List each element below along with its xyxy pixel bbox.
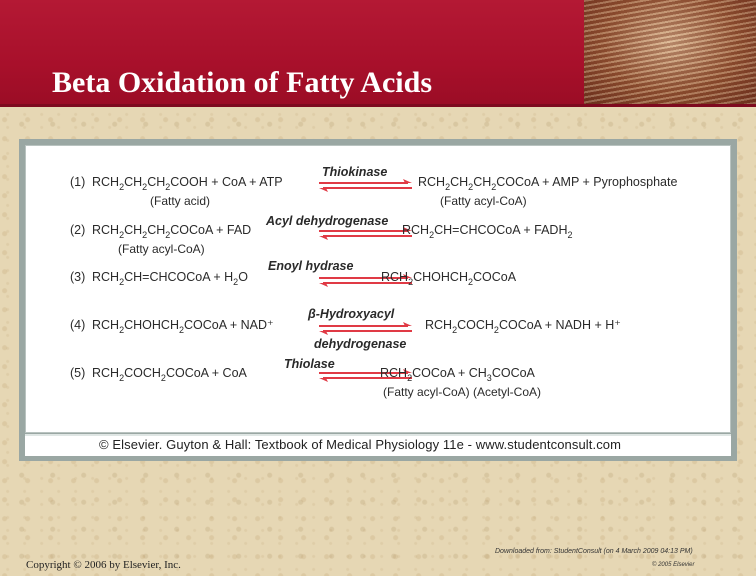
product-note: (Fatty acyl-CoA) (Acetyl-CoA) xyxy=(383,385,542,399)
reaction-figure xyxy=(19,139,737,461)
reaction-product: $RCH_2CH_2CH_2COCoA$ + AMP + Pyrophosphate xyxy=(418,175,678,192)
reaction-product: $RCH_2CHOHCH_2COCoA$ xyxy=(381,270,517,287)
enzyme-label: β-Hydroxyacyl xyxy=(308,307,395,321)
reversible-arrow xyxy=(319,322,412,335)
reversible-arrow xyxy=(319,179,412,192)
reversible-arrow xyxy=(319,227,412,240)
enzyme-label: Thiokinase xyxy=(322,165,388,179)
reaction-number: (3) xyxy=(70,270,86,284)
reaction-substrate: $RCH_2COCH_2COCoA$ + CoA xyxy=(92,366,247,383)
slide-title: Beta Oxidation of Fatty Acids xyxy=(52,66,432,99)
enzyme-label: Enoyl hydrase xyxy=(268,259,354,273)
reaction-substrate: $RCH_2CH_2CH_2COCoA$ + FAD xyxy=(92,223,252,240)
reaction-number: (4) xyxy=(70,318,86,332)
enzyme-label-line2: dehydrogenase xyxy=(314,337,407,351)
substrate-note: (Fatty acyl-CoA) xyxy=(118,242,205,256)
reaction-diagram xyxy=(26,146,730,432)
reaction-number: (5) xyxy=(70,366,86,380)
reaction-product: $RCH_2COCoA$ + $CH_3COCoA$ xyxy=(380,366,535,383)
reaction-substrate: $RCH_2CHOHCH_2COCoA + NAD^+$ xyxy=(92,318,274,335)
reaction-substrate: $RCH_2CH=CHCOCoA + H_2O$ xyxy=(92,270,248,287)
elsevier-mark: © 2005 Elsevier xyxy=(652,562,695,568)
substrate-note: (Fatty acid) xyxy=(150,194,211,208)
header-divider xyxy=(0,104,756,107)
reaction-product: $RCH_2CH=CHCOCoA$ + $FADH_2$ xyxy=(402,223,573,240)
enzyme-label: Acyl dehydrogenase xyxy=(266,214,389,228)
copyright-notice: Copyright © 2006 by Elsevier, Inc. xyxy=(26,559,181,571)
reaction-number: (2) xyxy=(70,223,86,237)
slide-header xyxy=(0,0,756,107)
reaction-product: $RCH_2COCH_2COCoA$ + NADH + H⁺ xyxy=(425,318,621,335)
product-note: (Fatty acyl-CoA) xyxy=(440,194,527,208)
download-notice: Downloaded from: StudentConsult (on 4 March 2009 04:13 PM) xyxy=(495,548,693,555)
reaction-substrate: $RCH_2CH_2CH_2COOH$ + CoA + ATP xyxy=(92,175,283,192)
figure-credit: © Elsevier. Guyton & Hall: Textbook of Medical Physiology 11e - www.studentconsult.com xyxy=(99,437,622,452)
figure-credit-bar xyxy=(25,434,731,456)
reaction-number: (1) xyxy=(70,175,86,189)
header-decorative-image xyxy=(584,0,756,107)
enzyme-label: Thiolase xyxy=(284,357,335,371)
reaction-figure-panel xyxy=(25,145,731,433)
